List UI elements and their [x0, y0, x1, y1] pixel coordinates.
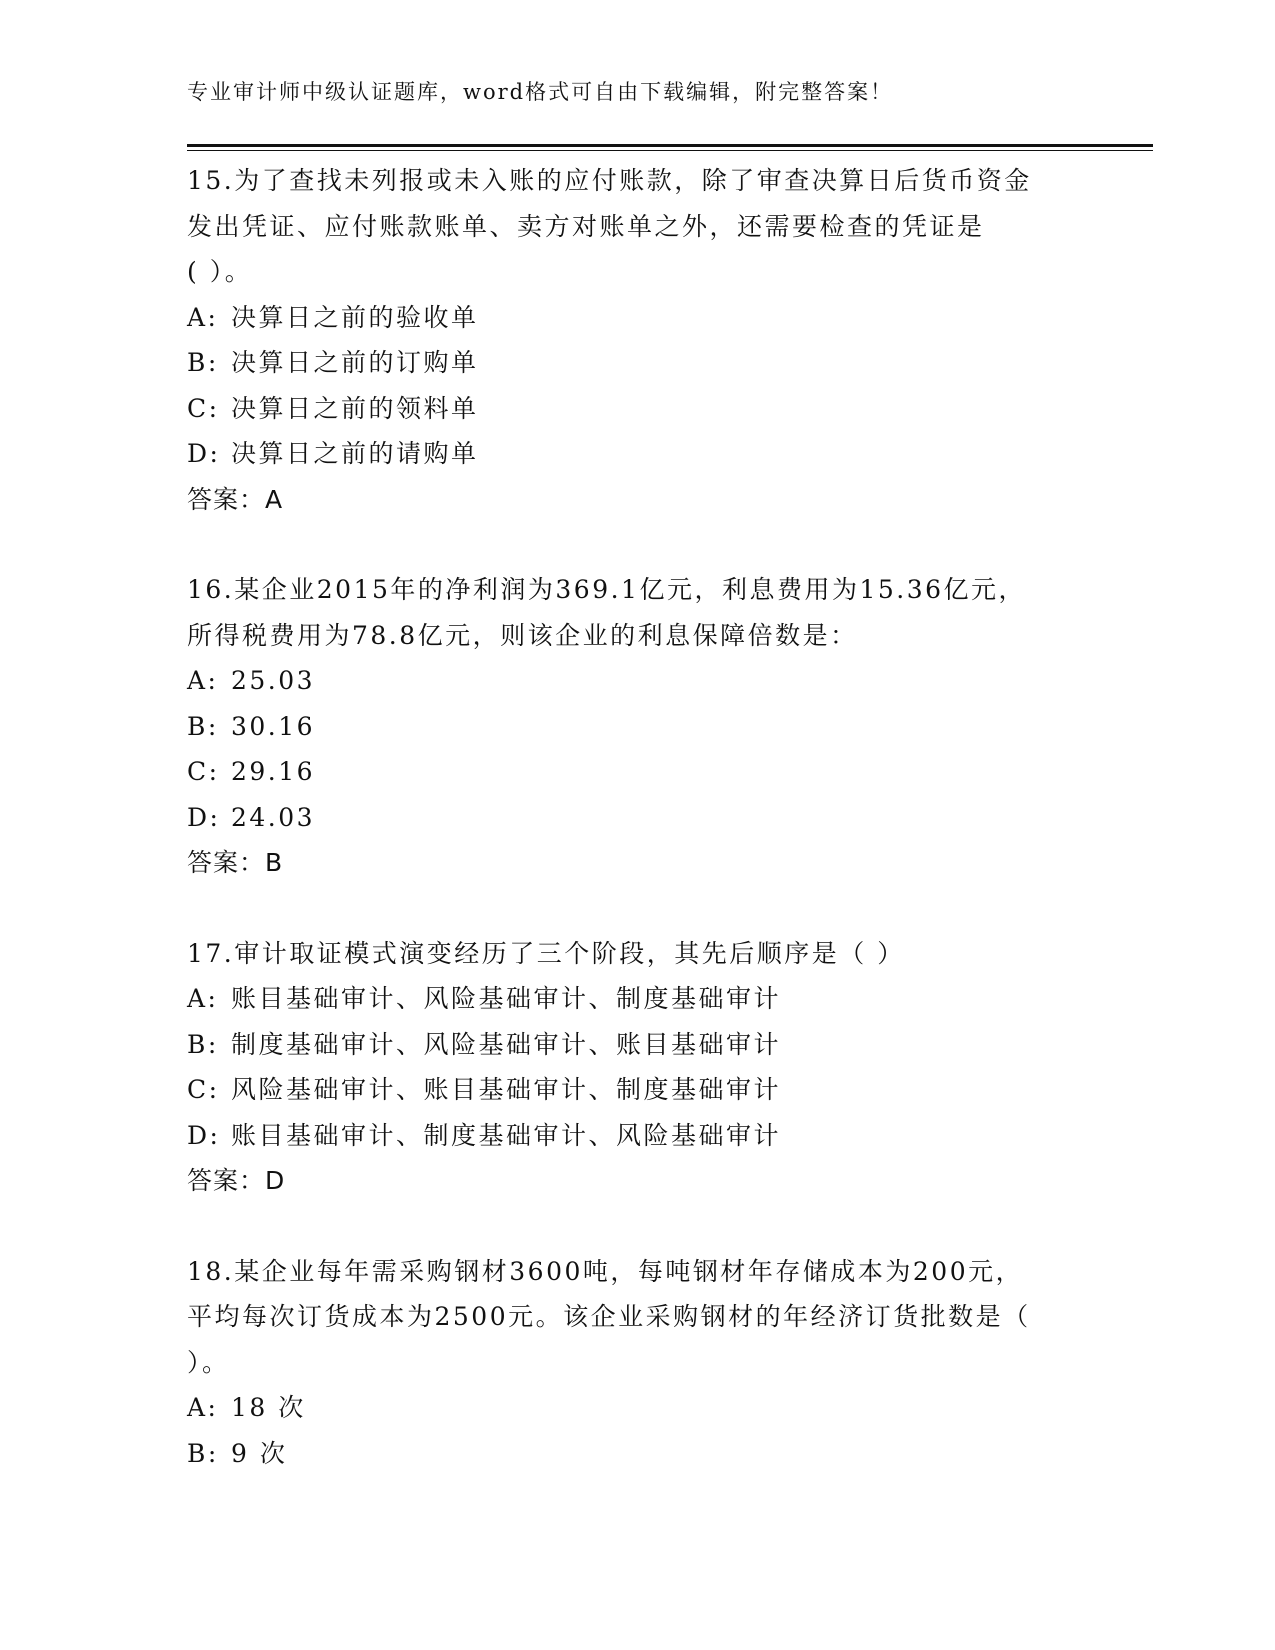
option-text: 账目基础审计、风险基础审计、制度基础审计 [231, 984, 782, 1013]
question-16 [187, 567, 1087, 886]
header-rule-thin [187, 150, 1153, 151]
option-d [187, 431, 1087, 477]
header-rule-thick [187, 144, 1153, 147]
option-text: 决算日之前的请购单 [231, 439, 479, 468]
question-stem-line: 平均每次订货成本为2500元。该企业采购钢材的年经济订货批数是（ [187, 1302, 1031, 1331]
option-text: 9 次 [231, 1438, 288, 1468]
option-c [187, 386, 1087, 432]
option-a [187, 295, 1087, 341]
option-letter: A: [187, 666, 219, 695]
option-letter: A: [187, 302, 219, 332]
option-b [187, 1022, 1087, 1068]
option-text: 29.16 [231, 757, 316, 786]
question-stem-line: 15.为了查找未列报或未入账的应付账款，除了审查决算日后货币资金 [187, 166, 1032, 195]
option-a [187, 658, 1087, 704]
page-header: 专业审计师中级认证题库，word格式可自由下载编辑，附完整答案！ [187, 80, 894, 104]
question-list [187, 158, 1087, 1476]
question-15 [187, 158, 1087, 522]
question-stem-line: 18.某企业每年需采购钢材3600吨，每吨钢材年存储成本为200元， [187, 1256, 1024, 1286]
option-text: 30.16 [231, 711, 316, 741]
option-d [187, 1113, 1087, 1159]
answer-line: 答案：D [187, 1166, 286, 1195]
option-text: 25.03 [231, 666, 316, 695]
option-b [187, 340, 1087, 386]
option-letter: A: [187, 984, 219, 1013]
option-letter: C: [187, 393, 220, 423]
option-text: 决算日之前的订购单 [231, 348, 479, 377]
option-letter: B: [187, 1438, 219, 1468]
option-letter: D: [187, 439, 221, 468]
answer-line: 答案：B [187, 848, 284, 877]
option-letter: C: [187, 757, 220, 786]
question-gap [187, 1204, 1087, 1249]
option-c [187, 1067, 1087, 1113]
option-b [187, 704, 1087, 750]
option-text: 18 次 [231, 1393, 306, 1422]
option-letter: D: [187, 802, 221, 832]
question-17 [187, 931, 1087, 1204]
option-text: 24.03 [231, 802, 316, 832]
answer-line: 答案：A [187, 484, 284, 514]
option-text: 制度基础审计、风险基础审计、账目基础审计 [231, 1029, 782, 1059]
option-c [187, 749, 1087, 795]
question-stem-line: 17.审计取证模式演变经历了三个阶段，其先后顺序是（ ） [187, 938, 905, 968]
question-stem-line: 16.某企业2015年的净利润为369.1亿元，利息费用为15.36亿元， [187, 575, 1027, 604]
question-stem-line: 所得税费用为78.8亿元，则该企业的利息保障倍数是： [187, 620, 858, 650]
question-stem-line: ）。 [187, 1347, 230, 1377]
option-letter: B: [187, 711, 219, 741]
question-18 [187, 1249, 1087, 1477]
option-text: 风险基础审计、账目基础审计、制度基础审计 [231, 1075, 782, 1104]
option-text: 决算日之前的领料单 [231, 393, 479, 423]
question-stem-line: 发出凭证、应付账款账单、卖方对账单之外，还需要检查的凭证是 [187, 211, 985, 241]
option-letter: A: [187, 1393, 219, 1422]
question-gap [187, 522, 1087, 567]
option-b [187, 1431, 1087, 1477]
option-letter: C: [187, 1075, 220, 1104]
option-letter: D: [187, 1120, 221, 1150]
option-letter: B: [187, 1029, 219, 1059]
option-letter: B: [187, 348, 219, 377]
question-gap [187, 886, 1087, 931]
option-text: 决算日之前的验收单 [231, 302, 479, 332]
question-stem-line: ( ）。 [187, 257, 253, 286]
option-d [187, 795, 1087, 841]
option-text: 账目基础审计、制度基础审计、风险基础审计 [231, 1120, 782, 1150]
option-a [187, 1385, 1087, 1431]
option-a [187, 976, 1087, 1022]
